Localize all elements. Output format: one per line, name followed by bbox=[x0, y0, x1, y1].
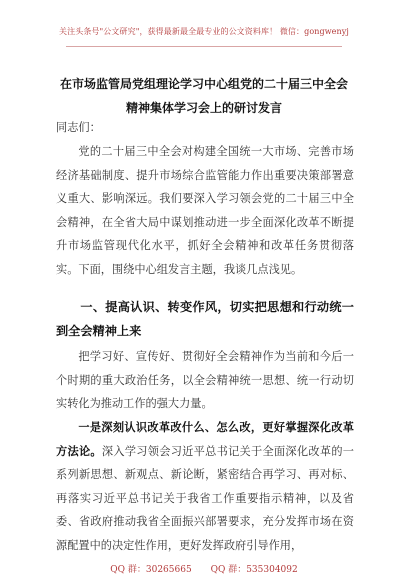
paragraph-3 bbox=[56, 416, 354, 557]
paragraph-intro: 党的二十届三中全会对构建全国统一大市场、完善市场经济基础制度、提升市场综合监管能力作出重要决策部署意义重大、影响深远。我们要深入学习领会党的二十届三中全会精神，在全省大局中谋划推动进一步全面深化改革不断提升市场监管现代化水平，抓好全会精神和改革任务贯彻落实。下面，围绕中心组发言主题，我谈几点浅见。 bbox=[56, 145, 354, 276]
page-header bbox=[0, 0, 408, 62]
paragraph-3-body: 深入学习领会习近平总书记关于全面深化改革的一系列新思想、新观点、新论断，紧密结合再学习、再对标、再落实习近平总书记关于我省工作重要指示精神，以及省委、省政府推动我省全面振兴部署要求，充分发挥市场在资源配置中的决定性作用，更好发挥政府引导作用， bbox=[56, 444, 354, 552]
paragraph-2: 把学习好、宣传好、贯彻好全会精神作为当前和今后一个时期的重大政治任务，以全会精神统一思想、统一行动切实转化为推动工作的强大力量。 bbox=[56, 350, 354, 410]
document-title: 在市场监管局党组理论学习中心组党的二十届三中全会精神集体学习会上的研讨发言 bbox=[59, 77, 348, 115]
paragraph-3-lead: 一是深刻认识改革改什么、怎么改，更好掌握深化改革方法论。 bbox=[56, 420, 354, 458]
header-promo-text: 关注头条号"公文研究"，获得最新最全最专业的公文资料库！ 微信：gongwenyj bbox=[59, 27, 349, 36]
salutation: 同志们： bbox=[56, 121, 101, 134]
section-heading-1: 一、提高认识、转变作风，切实把思想和行动统一到全会精神上来 bbox=[56, 300, 354, 338]
footer-qq-group-2: QQ 群：535304092 bbox=[210, 565, 298, 575]
page-footer bbox=[0, 562, 408, 575]
footer-qq-group-1: QQ 群：30265665 bbox=[110, 565, 192, 575]
header-divider bbox=[66, 46, 342, 47]
